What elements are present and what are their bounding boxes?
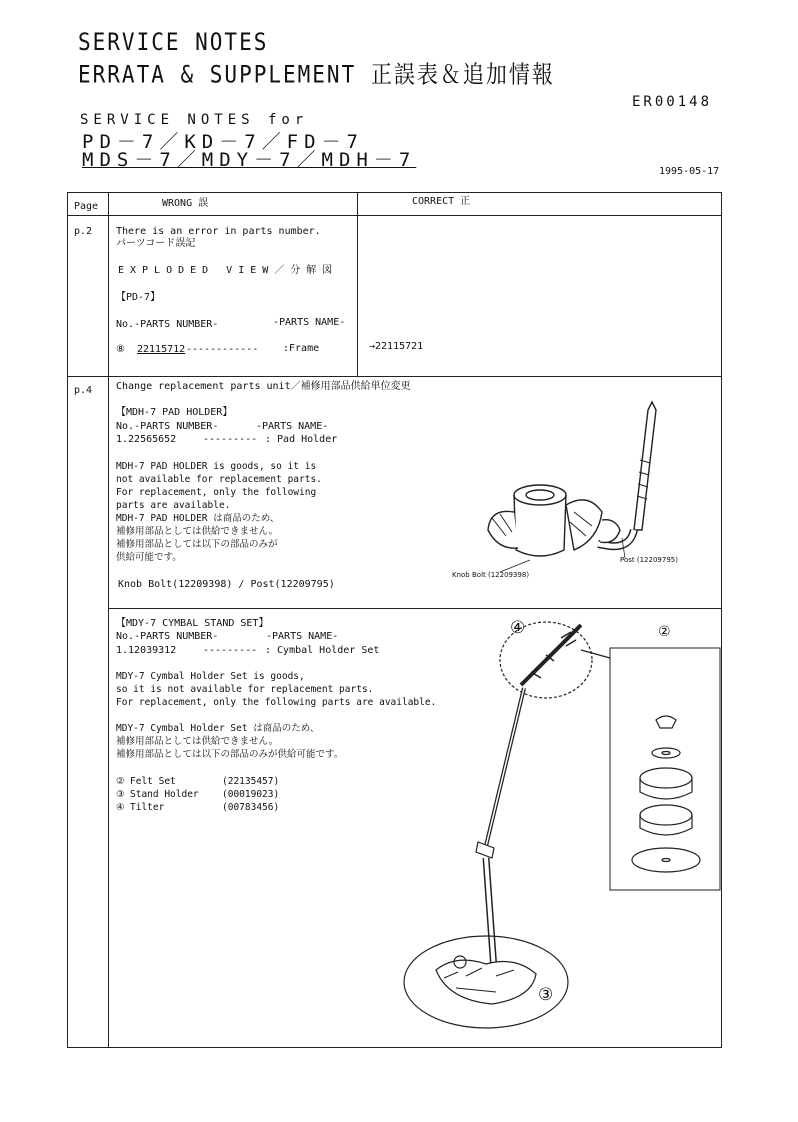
callout-2: ② — [658, 624, 671, 640]
mdy7-desc-jp-line: 補修用部品としては以下の部品のみが供給可能です。 — [116, 749, 344, 760]
part-mark: ④ — [116, 802, 125, 813]
row1-error-en: There is an error in parts number. — [116, 226, 321, 237]
row1-col-parts-name: -PARTS NAME- — [273, 317, 346, 328]
mdy7-heading: 【MDY-7 CYMBAL STAND SET】 — [116, 618, 269, 629]
col-header-correct: CORRECT 正 — [412, 196, 471, 207]
table-border-top — [67, 192, 721, 193]
mdy7-item-number: 1.12039312 — [116, 645, 177, 656]
mdy7-col-parts-number: No.-PARTS NUMBER- — [116, 631, 219, 642]
callout-3: ③ — [538, 985, 554, 1005]
table-header-divider — [67, 215, 721, 216]
label-knob-bolt: Knob Bolt (12209398) — [452, 571, 530, 579]
part-mark: ③ — [116, 789, 125, 800]
document-number: ER00148 — [632, 94, 713, 110]
mdh7-col-parts-number: No.-PARTS NUMBER- — [116, 421, 219, 432]
row1-model: 【PD-7】 — [116, 292, 161, 303]
table-border-right — [721, 192, 722, 1048]
models-line-2: MDS－7／MDY－7／MDH－7 — [82, 149, 417, 171]
title-service-notes: SERVICE NOTES — [78, 28, 269, 56]
mdh7-heading: 【MDH-7 PAD HOLDER】 — [116, 407, 233, 418]
mdy7-item-name: : Cymbal Holder Set — [265, 645, 380, 656]
part-number: (00783456) — [222, 802, 280, 813]
mdh7-desc-jp-line: 補修用部品としては以下の部品のみが — [116, 539, 278, 550]
row1-error-jp: パーツコード誤記 — [116, 238, 196, 249]
mdh7-item-dashes: --------- — [203, 434, 258, 445]
row1-wrong-number: 22115712 — [137, 344, 186, 355]
wrong-correct-divider — [357, 192, 358, 376]
row1-dashes: ------------ — [186, 344, 259, 355]
part-number: (00019023) — [222, 789, 280, 800]
row1-col-parts-number: No.-PARTS NUMBER- — [116, 319, 219, 330]
mdh7-item-number: 1.22565652 — [116, 434, 177, 445]
part-name: Stand Holder — [130, 789, 199, 800]
title-errata-supplement: ERRATA & SUPPLEMENT 正誤表＆追加情報 — [78, 60, 555, 89]
part-mark: ② — [116, 776, 125, 787]
mdh7-desc-en-line: For replacement, only the following — [116, 487, 317, 498]
mdh7-desc-jp-line: 補修用部品としては供給できません。 — [116, 526, 279, 537]
col-header-wrong: WRONG 誤 — [162, 198, 209, 209]
row2-page: p.4 — [74, 385, 93, 396]
label-post: Post (12209795) — [620, 556, 678, 564]
row1-correct-value: →22115721 — [369, 341, 424, 352]
mdh7-desc-en-line: not available for replacement parts. — [116, 474, 322, 485]
issue-date: 1995-05-17 — [659, 166, 720, 177]
mdy7-col-parts-name: -PARTS NAME- — [266, 631, 339, 642]
part-name: Tilter — [130, 802, 165, 813]
mdh7-desc-jp-line: 供給可能です。 — [116, 552, 182, 563]
mdh7-desc-jp-line: MDH-7 PAD HOLDER は商品のため、 — [116, 513, 280, 524]
row2-change-title: Change replacement parts unit／補修用部品供給単位変更 — [116, 381, 411, 392]
row1-item-mark: ⑧ — [116, 344, 125, 355]
row1-page: p.2 — [74, 226, 93, 237]
mdh7-desc-en-line: MDH-7 PAD HOLDER is goods, so it is — [116, 461, 317, 472]
row2-sub-divider — [108, 608, 721, 609]
page-column-divider — [108, 192, 109, 1048]
row1-exploded-view: EXPLODED VIEW／分解図 — [118, 265, 339, 276]
callout-4: ④ — [510, 618, 526, 638]
table-border-left — [67, 192, 68, 1048]
row1-divider — [67, 376, 721, 377]
mdh7-available-parts: Knob Bolt(12209398) / Post(12209795) — [118, 579, 335, 590]
mdy7-desc-jp-line: MDY-7 Cymbal Holder Set は商品のため、 — [116, 723, 320, 734]
mdy7-desc-en-line: MDY-7 Cymbal Holder Set is goods, — [116, 671, 305, 682]
models-line-1: PD－7／KD－7／FD－7 — [82, 131, 364, 153]
mdy7-desc-en-line: so it is not available for replacement parts. — [116, 684, 374, 695]
mdh7-col-parts-name: -PARTS NAME- — [256, 421, 329, 432]
mdh7-item-name: : Pad Holder — [265, 434, 338, 445]
mdy7-desc-jp-line: 補修用部品としては供給できません。 — [116, 736, 279, 747]
col-header-page: Page — [74, 201, 99, 212]
service-notes-for-label: SERVICE NOTES for — [80, 112, 309, 128]
mdh7-desc-en-line: parts are available. — [116, 500, 231, 511]
row1-wrong-name: :Frame — [283, 343, 320, 354]
cymbal-stand-illustration — [396, 610, 720, 1040]
mdy7-item-dashes: --------- — [203, 645, 258, 656]
mdy7-desc-en-line: For replacement, only the following parts are available. — [116, 697, 437, 708]
table-border-bottom — [67, 1047, 721, 1048]
part-name: Felt Set — [130, 776, 176, 787]
part-number: (22135457) — [222, 776, 280, 787]
